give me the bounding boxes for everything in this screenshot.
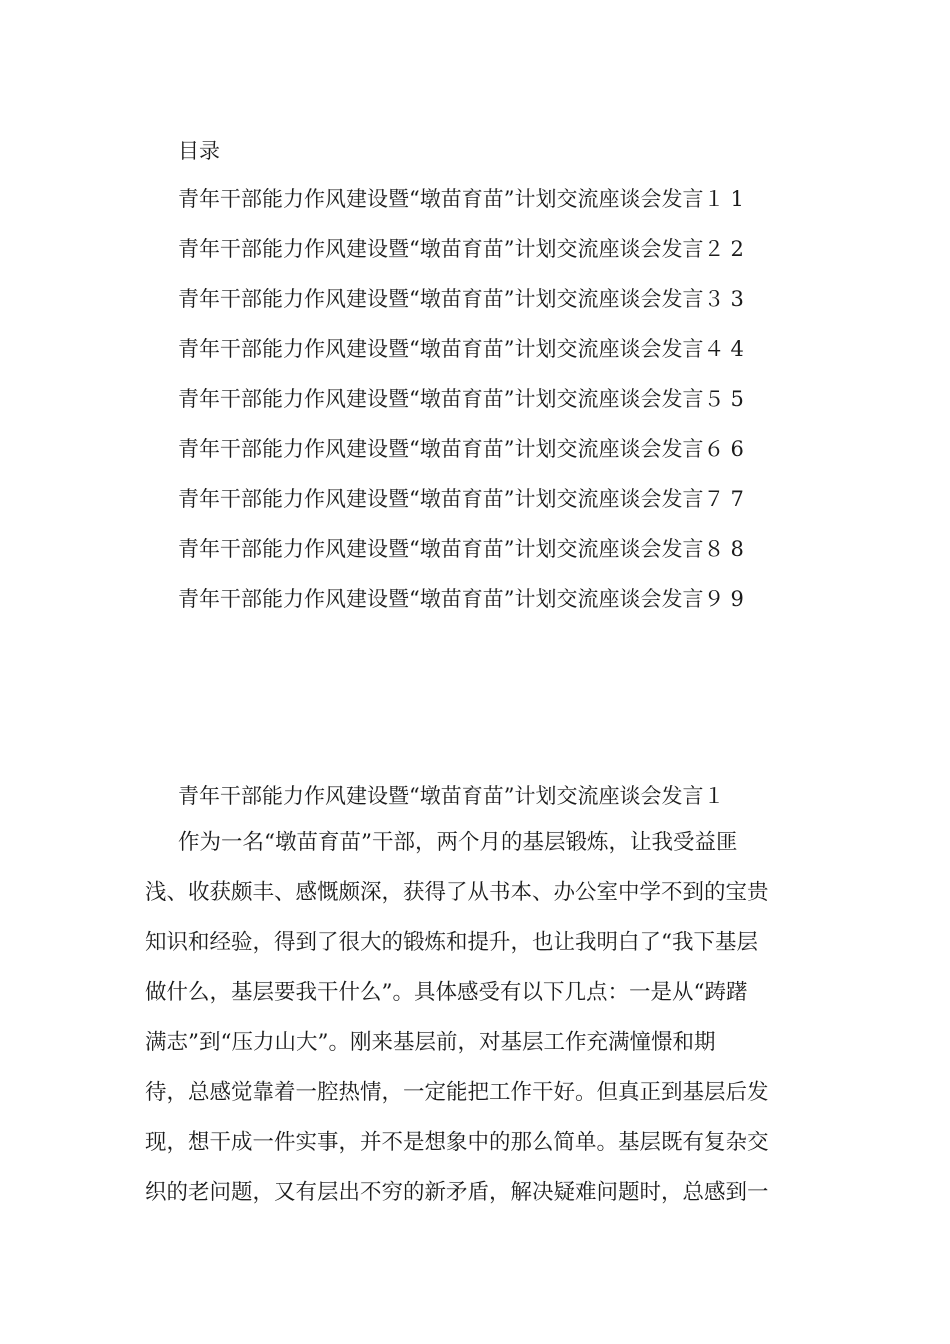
toc-entry[interactable]: [178, 184, 748, 234]
toc-entry[interactable]: [178, 534, 748, 584]
toc-list: [178, 184, 748, 634]
article-body: [145, 828, 805, 1228]
body-line: 织的老问题，又有层出不穷的新矛盾，解决疑难问题时，总感到一: [145, 1180, 769, 1205]
body-line: 待，总感觉靠着一腔热情，一定能把工作干好。但真正到基层后发: [145, 1080, 769, 1105]
toc-entry-text: 青年干部能力作风建设暨“墩苗育苗”计划交流座谈会发言２: [178, 237, 725, 261]
body-line: 知识和经验，得到了很大的锻炼和提升，也让我明白了“我下基层: [145, 930, 758, 955]
toc-entry-page: 6: [730, 437, 748, 461]
article-heading: 青年干部能力作风建设暨“墩苗育苗”计划交流座谈会发言１: [178, 784, 725, 808]
body-line: 满志”到“压力山大”。刚来基层前，对基层工作充满憧憬和期: [145, 1030, 716, 1055]
toc-entry-text: 青年干部能力作风建设暨“墩苗育苗”计划交流座谈会发言５: [178, 387, 725, 411]
toc-entry-page: 5: [730, 387, 748, 411]
body-line: 现，想干成一件实事，并不是想象中的那么简单。基层既有复杂交: [145, 1130, 769, 1155]
toc-title: 目录: [178, 139, 220, 163]
toc-entry-page: 2: [730, 237, 748, 261]
toc-entry[interactable]: [178, 484, 748, 534]
toc-entry-page: 9: [730, 587, 748, 611]
toc-entry[interactable]: [178, 434, 748, 484]
body-line: 做什么，基层要我干什么”。具体感受有以下几点：一是从“踌躇: [145, 980, 748, 1005]
toc-entry[interactable]: [178, 284, 748, 334]
toc-entry[interactable]: [178, 334, 748, 384]
body-line: 作为一名“墩苗育苗”干部，两个月的基层锻炼，让我受益匪: [178, 830, 738, 855]
toc-entry-page: 7: [730, 487, 748, 511]
toc-entry[interactable]: [178, 584, 748, 634]
toc-entry-text: 青年干部能力作风建设暨“墩苗育苗”计划交流座谈会发言９: [178, 587, 725, 611]
toc-entry[interactable]: [178, 234, 748, 284]
toc-entry-text: 青年干部能力作风建设暨“墩苗育苗”计划交流座谈会发言１: [178, 187, 725, 211]
toc-entry-text: 青年干部能力作风建设暨“墩苗育苗”计划交流座谈会发言３: [178, 287, 725, 311]
toc-entry[interactable]: [178, 384, 748, 434]
body-line: 浅、收获颇丰、感慨颇深，获得了从书本、办公室中学不到的宝贵: [145, 880, 769, 905]
toc-entry-text: 青年干部能力作风建设暨“墩苗育苗”计划交流座谈会发言７: [178, 487, 725, 511]
toc-entry-page: 4: [730, 337, 748, 361]
toc-entry-page: 1: [730, 187, 748, 211]
toc-entry-page: 3: [730, 287, 748, 311]
toc-entry-text: 青年干部能力作风建设暨“墩苗育苗”计划交流座谈会发言６: [178, 437, 725, 461]
toc-entry-text: 青年干部能力作风建设暨“墩苗育苗”计划交流座谈会发言８: [178, 537, 725, 561]
toc-entry-text: 青年干部能力作风建设暨“墩苗育苗”计划交流座谈会发言４: [178, 337, 725, 361]
toc-entry-page: 8: [730, 537, 748, 561]
